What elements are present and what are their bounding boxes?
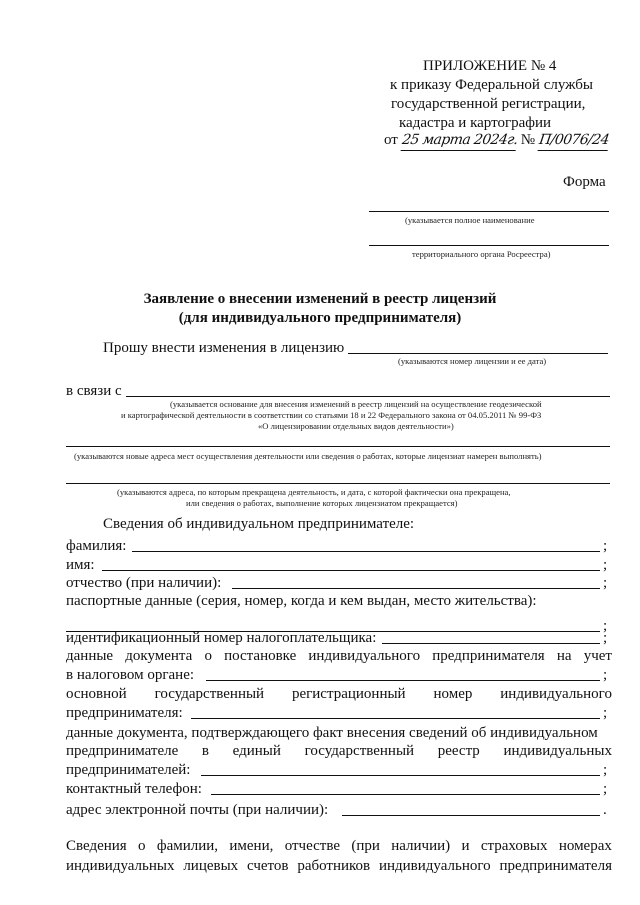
- tax-doc-word: документа: [125, 648, 193, 664]
- passport-label: паспортные данные (серия, номер, когда и кем выдан, место жительства):: [66, 593, 537, 609]
- workers-word: индивидуального: [378, 858, 491, 874]
- addressee-hint-1: (указывается полное наименование: [405, 215, 535, 225]
- order-line-2: государственной регистрации,: [391, 96, 586, 112]
- order-line-1: к приказу Федеральной службы: [390, 77, 594, 93]
- tax-doc-word: данные: [66, 648, 114, 664]
- title-line-2: (для индивидуального предпринимателя): [178, 310, 462, 326]
- workers-line-2: [66, 858, 612, 875]
- workers-word: страховых: [480, 838, 548, 854]
- order-line-3: кадастра и картографии: [399, 115, 552, 131]
- workers-word: о: [138, 838, 146, 854]
- egrip-word: индивидуальных: [503, 743, 612, 759]
- egrip-word: в: [201, 743, 209, 759]
- workers-word: и: [461, 838, 470, 854]
- number-label: №: [520, 132, 536, 148]
- title-line-1: Заявление о внесении изменений в реестр лицензий: [143, 291, 497, 307]
- new-address-hint: (указываются новые адреса мест осуществления деятельности или сведения о работах, которые лицензиат намерен выполнять): [74, 451, 542, 461]
- name-field[interactable]: [102, 570, 600, 571]
- ogrnip-word: регистрационный: [291, 686, 406, 702]
- workers-word: Сведения: [66, 838, 127, 854]
- surname-field[interactable]: [132, 551, 600, 552]
- order-date-handwritten: 25 марта 2024г.: [400, 131, 518, 151]
- ogrnip-field[interactable]: [191, 718, 600, 719]
- new-address-field[interactable]: [66, 446, 610, 447]
- ogrnip-word: номер: [433, 686, 473, 702]
- ip-section-heading: Сведения об индивидуальном предпринимателе:: [103, 516, 415, 532]
- email-field[interactable]: [342, 815, 600, 816]
- reason-hint-3: «О лицензировании отдельных видов деятельности»): [258, 421, 454, 431]
- patronymic-semicolon: ;: [603, 575, 608, 591]
- workers-word: фамилии,: [156, 838, 219, 854]
- tax-doc-word: на: [556, 648, 572, 664]
- ogrnip-semicolon: ;: [603, 705, 608, 721]
- addressee-line-1[interactable]: [369, 211, 609, 212]
- patronymic-field[interactable]: [232, 588, 600, 589]
- inn-field[interactable]: [382, 643, 600, 644]
- inn-semicolon: ;: [603, 630, 608, 646]
- egrip-field[interactable]: [201, 775, 600, 776]
- phone-label: контактный телефон:: [66, 781, 202, 797]
- workers-word: (при: [351, 838, 380, 854]
- reason-label: в связи с: [66, 383, 122, 399]
- form-label: Форма: [563, 174, 606, 190]
- addressee-hint-2: территориального органа Росреестра): [412, 249, 551, 259]
- workers-word: предпринимателя: [499, 858, 612, 874]
- stopped-hint-1: (указываются адреса, по которым прекращена деятельность, и дата, с которой фактически она прекращена,: [117, 487, 511, 497]
- reason-hint-2: и картографической деятельности в соответствии со статьями 18 и 22 Федерального закона от 04.05.2011 № 99-ФЗ: [121, 410, 542, 420]
- order-date-number: [384, 131, 609, 151]
- ogrnip-line-2: предпринимателя:: [66, 705, 183, 721]
- tax-doc-word: индивидуального: [308, 648, 421, 664]
- phone-semicolon: ;: [603, 781, 608, 797]
- document-title: [0, 290, 640, 328]
- ogrnip-word: основной: [66, 686, 127, 702]
- tax-doc-field[interactable]: [206, 680, 600, 681]
- license-hint: (указываются номер лицензии и ее дата): [398, 356, 547, 366]
- egrip-word: государственный: [304, 743, 415, 759]
- workers-word: счетов: [247, 858, 289, 874]
- workers-word: лицевых: [183, 858, 239, 874]
- surname-semicolon: ;: [603, 538, 608, 554]
- workers-word: наличии): [391, 838, 451, 854]
- request-text: Прошу внести изменения в лицензию: [103, 340, 345, 356]
- workers-line-1: [66, 838, 612, 855]
- egrip-semicolon: ;: [603, 762, 608, 778]
- addressee-line-2[interactable]: [369, 245, 609, 246]
- tax-doc-line-1: [66, 648, 612, 665]
- surname-label: фамилия:: [66, 538, 127, 554]
- email-period: .: [603, 802, 607, 818]
- ogrnip-word: государственный: [154, 686, 265, 702]
- workers-word: отчестве: [284, 838, 340, 854]
- workers-word: индивидуальных: [66, 858, 175, 874]
- egrip-line-3: предпринимателей:: [66, 762, 191, 778]
- phone-field[interactable]: [211, 794, 600, 795]
- egrip-word: реестр: [437, 743, 480, 759]
- egrip-word: единый: [232, 743, 281, 759]
- tax-doc-line-2: в налоговом органе:: [66, 667, 195, 683]
- email-label: адрес электронной почты (при наличии):: [66, 802, 329, 818]
- egrip-line-1: данные документа, подтверждающего факт внесения сведений об индивидуальном: [66, 725, 598, 741]
- ogrnip-word: индивидуального: [500, 686, 612, 702]
- workers-word: номерах: [558, 838, 612, 854]
- tax-doc-semicolon: ;: [603, 667, 608, 683]
- appendix-title: ПРИЛОЖЕНИЕ № 4: [423, 58, 557, 74]
- stopped-field[interactable]: [66, 483, 610, 484]
- stopped-hint-2: или сведения о работах, выполнение которых лицензиатом прекращается): [186, 498, 458, 508]
- tax-doc-word: о: [204, 648, 212, 664]
- tax-doc-word: учет: [583, 648, 612, 664]
- reason-hint-1: (указывается основание для внесения изменений в реестр лицензий на осуществление геодезической: [170, 399, 542, 409]
- patronymic-label: отчество (при наличии):: [66, 575, 222, 591]
- tax-doc-word: предпринимателя: [432, 648, 545, 664]
- passport-semicolon: ;: [603, 618, 608, 634]
- workers-word: имени,: [229, 838, 274, 854]
- reason-field[interactable]: [126, 396, 610, 397]
- name-label: имя:: [66, 557, 95, 573]
- name-semicolon: ;: [603, 557, 608, 573]
- inn-label: идентификационный номер налогоплательщика:: [66, 630, 377, 646]
- license-field[interactable]: [348, 353, 608, 354]
- workers-word: работников: [297, 858, 371, 874]
- from-label: от: [384, 132, 398, 148]
- egrip-line-2: [66, 743, 612, 760]
- egrip-word: предпринимателе: [66, 743, 179, 759]
- tax-doc-word: постановке: [224, 648, 297, 664]
- ogrnip-line-1: [66, 686, 612, 703]
- order-number-handwritten: П/0076/24: [537, 131, 609, 151]
